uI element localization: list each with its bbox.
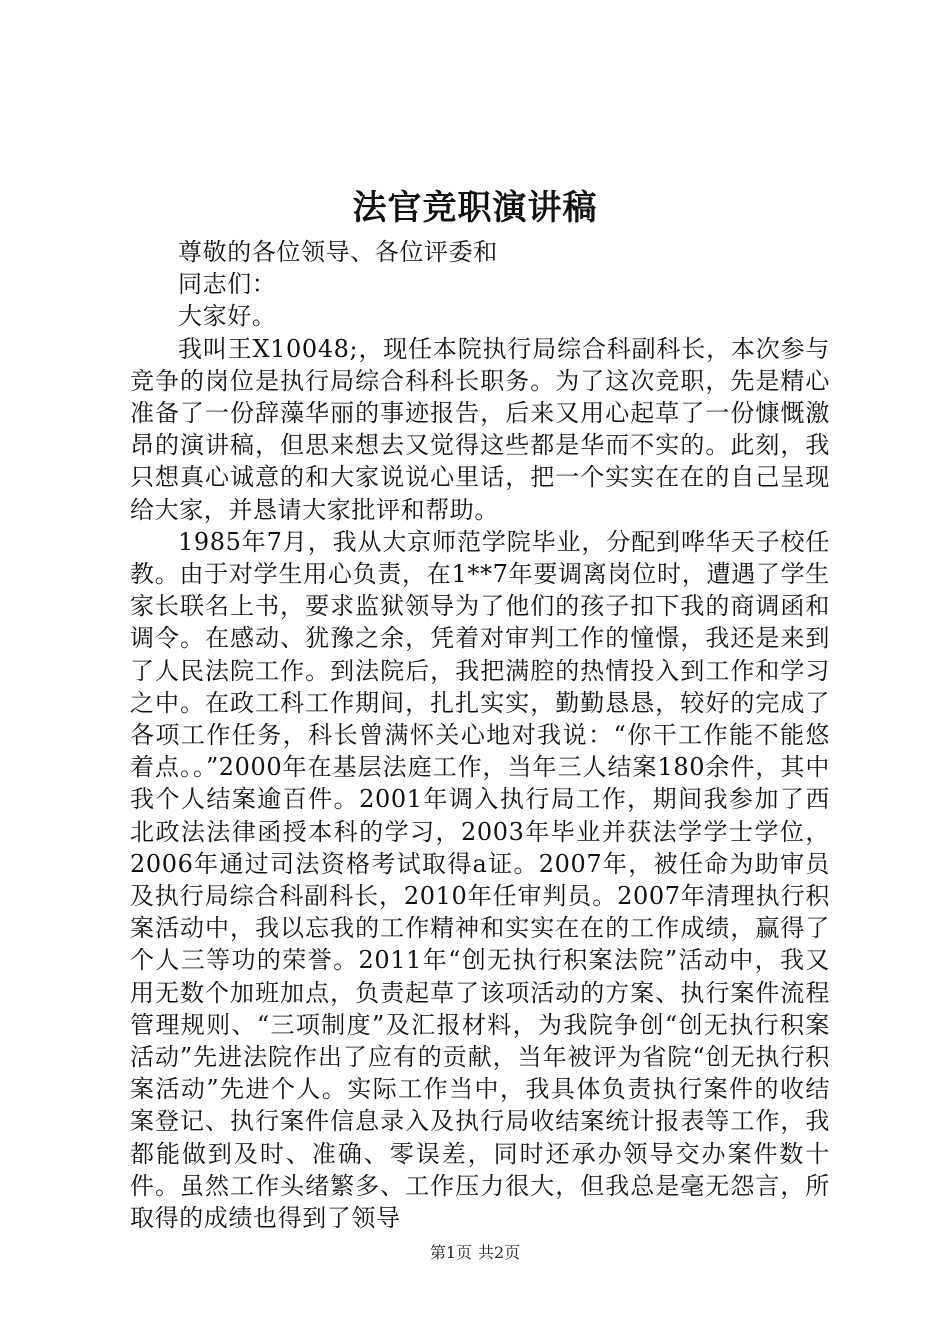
body-paragraph-intro: 我叫王X10048;，现任本院执行局综合科副科长，本次参与竞争的岗位是执行局综合科科长职务。为了这次竞职，先是精心准备了一份辞藻华丽的事迹报告，后来又用心起草了一份慷慨激昂的演讲稿，但思来想去又觉得这些都是华而不实的。此刻，我只想真心诚意的和大家说说心里话，把一个实实在在的自己呈现给大家，并恳请大家批评和帮助。 [130, 334, 830, 524]
greeting-line: 大家好。 [178, 302, 277, 331]
page-number: 第1页 [429, 1243, 472, 1262]
salutation-line-2: 同志们： [178, 270, 277, 299]
body-paragraph-career: 1985年7月，我从大京师范学院毕业，分配到哗华天子校任教。由于对学生用心负责，在1**7年要调离岗位时，遭遇了学生家长联名上书，要求监狱领导为了他们的孩子扣下我的商调函和调令。在感动、犹豫之余，凭着对审判工作的憧憬，我还是来到了人民法院工作。到法院后，我把满腔的热情投入到工作和学习之中。在政工科工作期间，扎扎实实，勤勤恳恳，较好的完成了各项工作任务，科长曾满怀关心地对我说：“你干工作能不能悠着点。。”2000年在基层法庭工作，当年三人结案180余件，其中我个人结案逾百件。2001年调入执行局工作，期间我参加了西北政法法律函授本科的学习，2003年毕业并获法学学士学位，2006年通过司法资格考试取得a证。2007年，被任命为助审员及执行局综合科副科长，2010年任审判员。2007年清理执行积案活动中，我以忘我的工作精神和实实在在的工作成绩，赢得了个人三等功的荣誉。2011年“创无执行积案法院”活动中，我又用无数个加班加点，负责起草了该项活动的方案、执行案件流程管理规则、“三项制度”及汇报材料，为我院争创“创无执行积案活动”先进法院作出了应有的贡献，当年被评为省院“创无执行积案活动”先进个人。实际工作当中，我具体负责执行案件的收结案登记、执行案件信息录入及执行局收结案统计报表等工作，我都能做到及时、准确、零误差，同时还承办领导交办案件数十件。虽然工作头绪繁多、工作压力很大，但我总是毫无怨言，所取得的成绩也得到了领导 [130, 527, 830, 1233]
salutation-line-1: 尊敬的各位领导、各位评委和 [178, 238, 498, 266]
document-title: 法官竞职演讲稿 [352, 188, 598, 228]
page-footer [0, 1242, 950, 1264]
page-total: 共2页 [478, 1243, 521, 1262]
document-body [130, 236, 830, 1234]
